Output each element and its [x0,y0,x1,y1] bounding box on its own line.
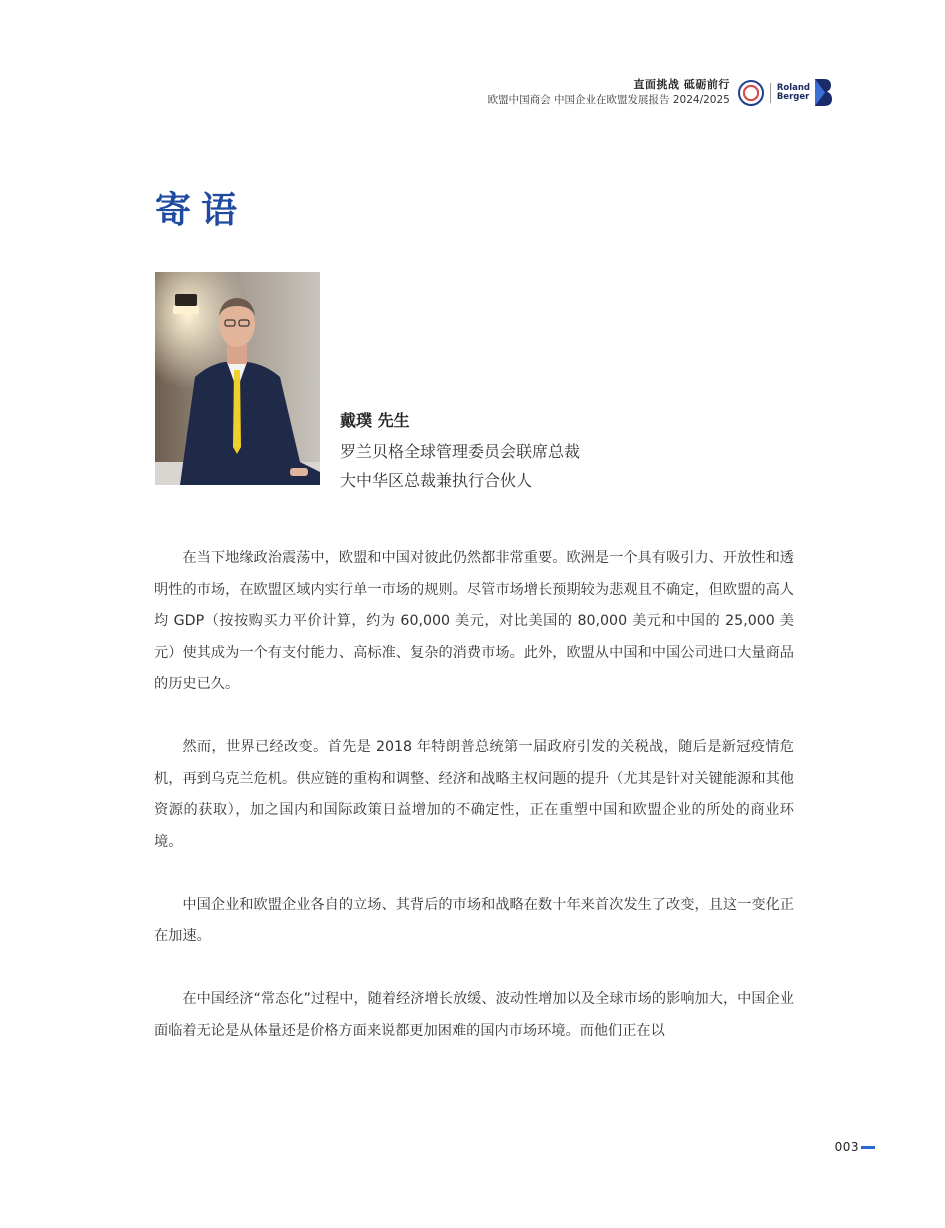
body-text [154,543,794,1079]
header-slogan: 直面挑战 砥砺前行 [633,78,730,91]
page-title: 寄语 [155,190,248,231]
author-name: 戴璞 先生 [340,411,410,430]
brand-line-1: Roland [776,82,810,93]
roland-berger-logo-icon [813,79,833,106]
page-header [488,78,833,107]
logo-divider [770,83,771,103]
roland-berger-wordmark [777,84,810,102]
paragraph: 在当下地缘政治震荡中，欧盟和中国对彼此仍然都非常重要。欧洲是一个具有吸引力、开放性和透明性的市场，在欧盟区域内实行单一市场的规则。尽管市场增长预期较为悲观且不确定，但欧盟的高人均 GDP（按按购买力平价计算，约为 60,000 美元，对比美国的 80,000 美元和中国的 25,000 美元）使其成为一个有支付能力、高标准、复杂的消费市场。此外，欧盟从中国和中国公司进口大量商品的历史已久。 [154,550,794,692]
page-number-text: 003 [834,1140,859,1154]
brand-line-2: Berger [776,91,810,102]
header-text [488,78,730,107]
paragraph: 中国企业和欧盟企业各自的立场、其背后的市场和战略在数十年来首次发生了改变，且这一变化正在加速。 [154,896,794,944]
author-role-2: 大中华区总裁兼执行合伙人 [340,471,533,490]
author-info [340,408,580,495]
page-number [835,1140,875,1154]
header-subtitle: 欧盟中国商会 中国企业在欧盟发展报告 2024/2025 [487,94,730,106]
page-number-accent [861,1146,875,1149]
paragraph: 在中国经济“常态化”过程中，随着经济增长放缓、波动性增加以及全球市场的影响加大，中国企业面临着无论是从体量还是价格方面来说都更加困难的国内市场环境。而他们正在以 [154,991,794,1039]
chamber-of-commerce-logo [738,80,764,106]
paragraph: 然而，世界已经改变。首先是 2018 年特朗普总统第一届政府引发的关税战，随后是新冠疫情危机，再到乌克兰危机。供应链的重构和调整、经济和战略主权问题的提升（尤其是针对关键能源和其他资源的获取），加之国内和国际政策日益增加的不确定性，正在重塑中国和欧盟企业的所处的商业环境。 [154,739,794,850]
author-role-1: 罗兰贝格全球管理委员会联席总裁 [340,442,581,461]
author-portrait [155,272,320,485]
